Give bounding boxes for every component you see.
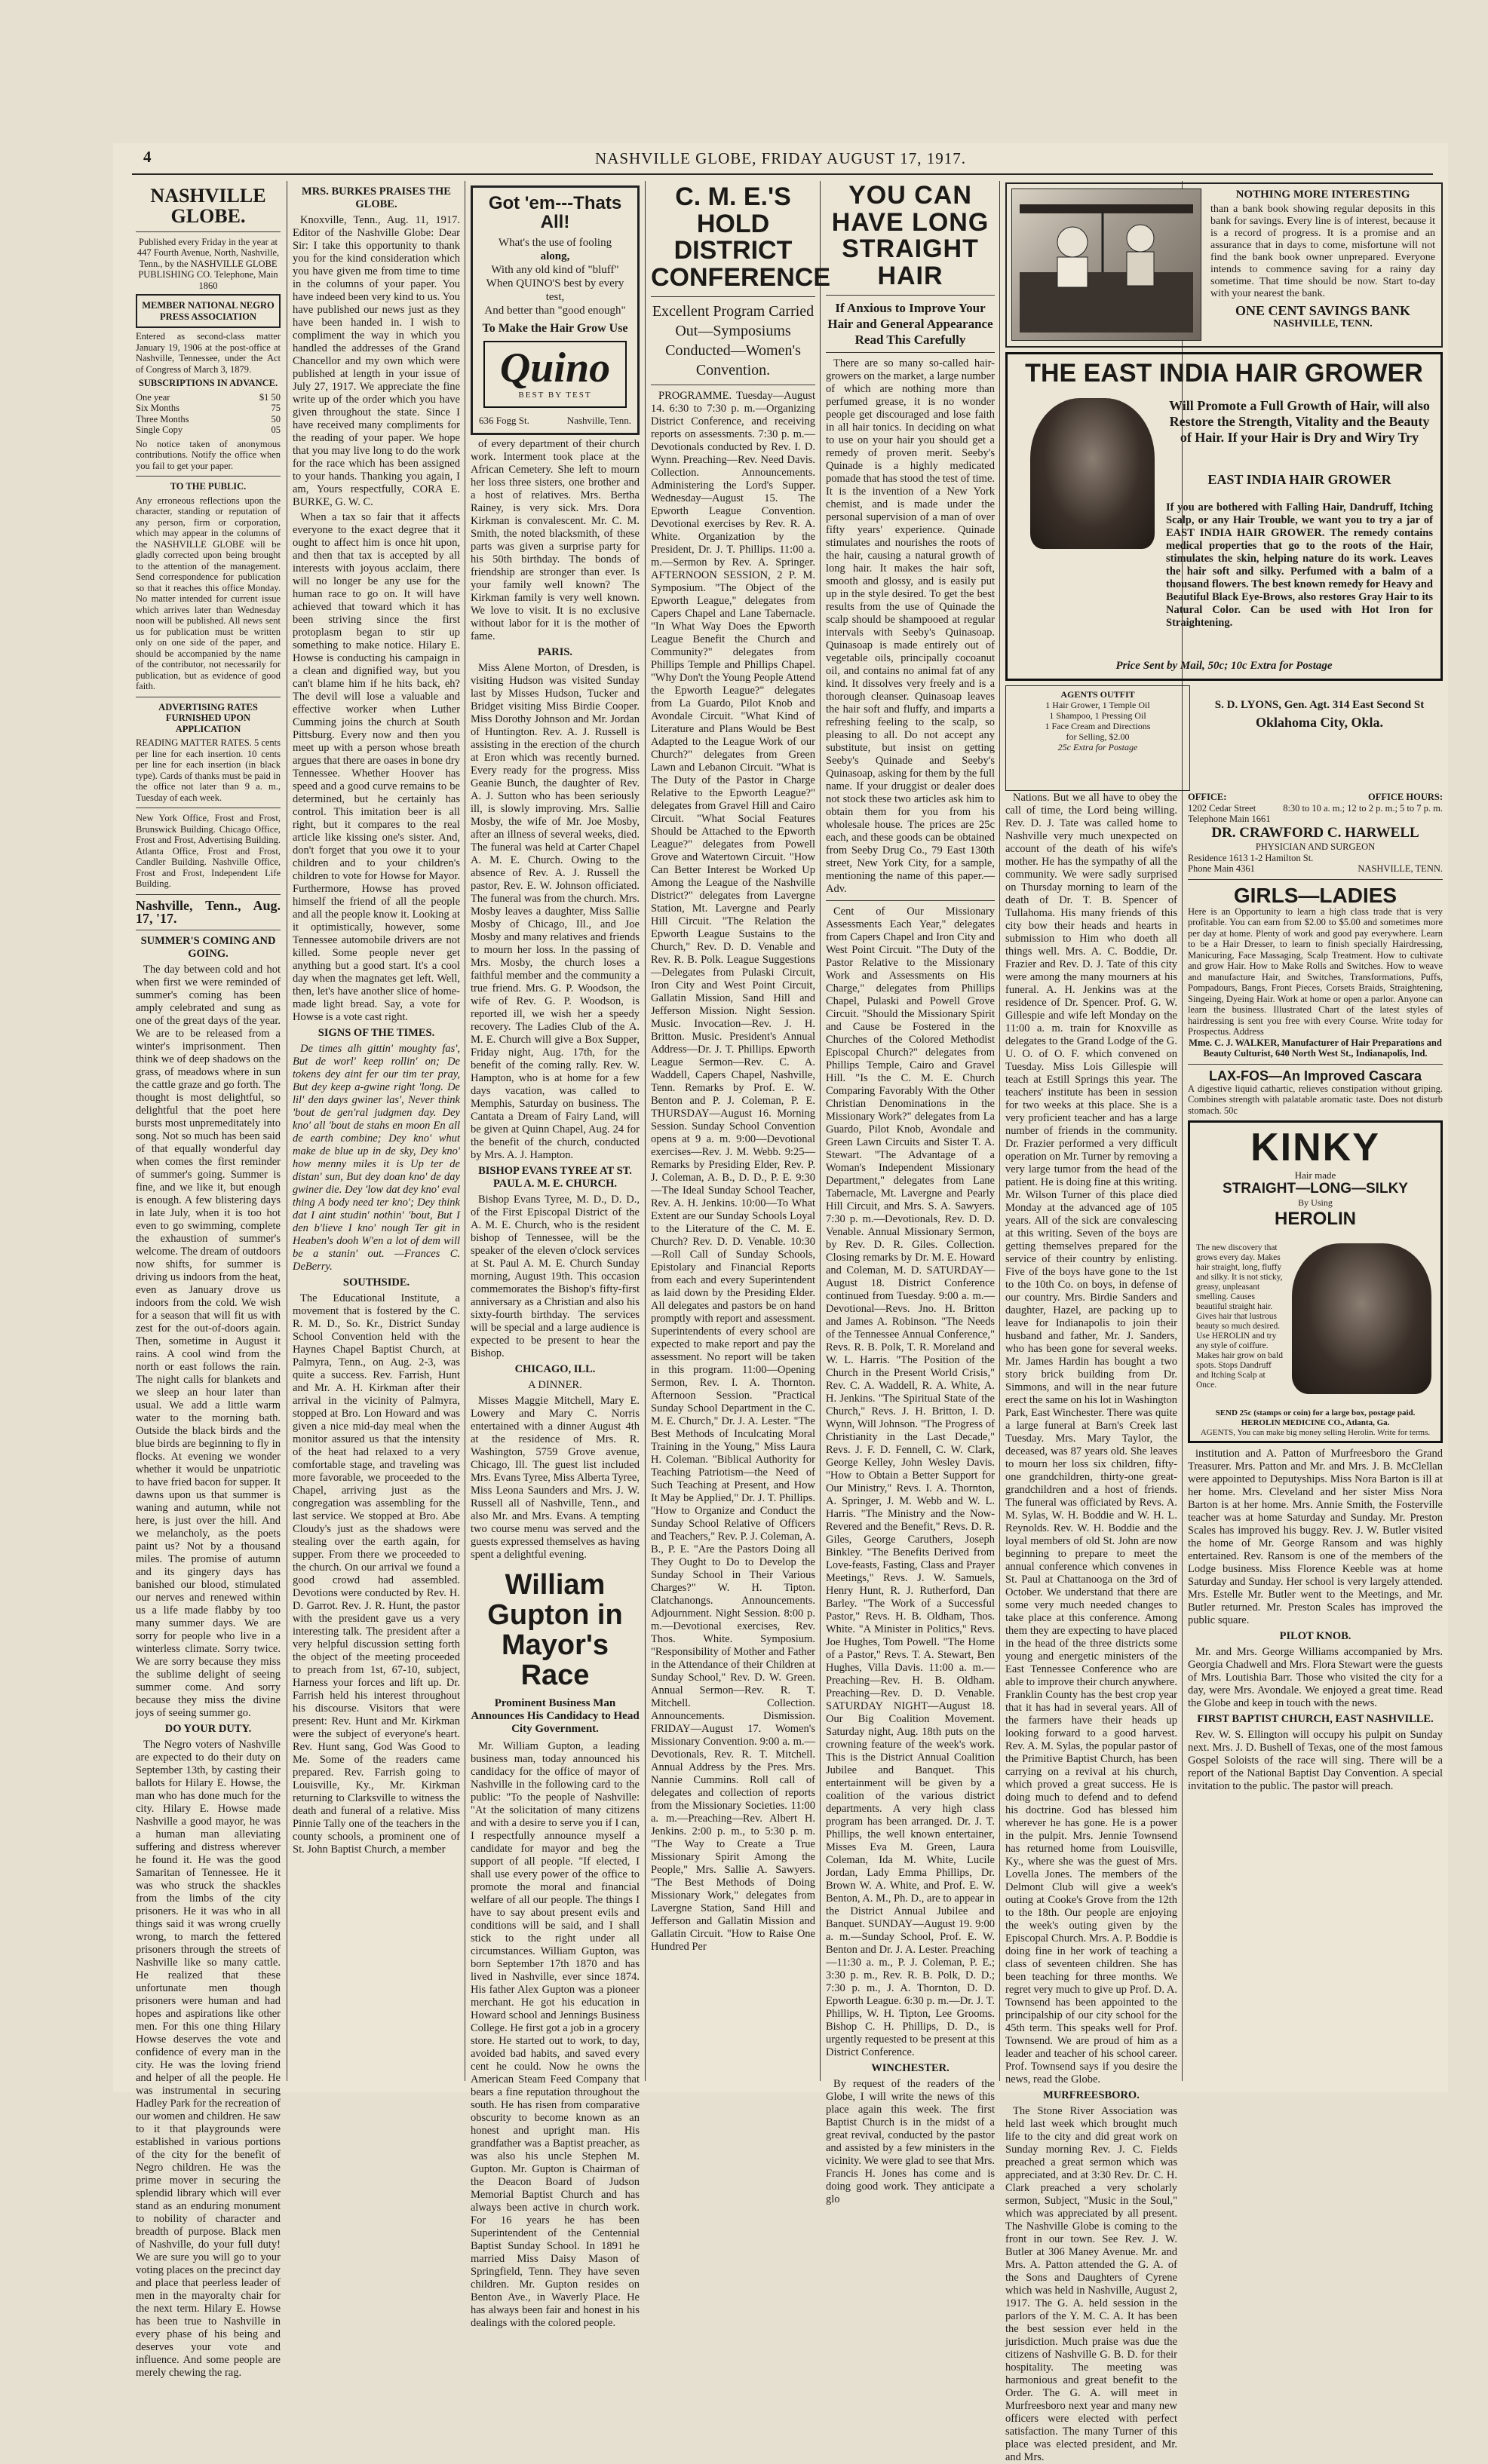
subscription-rates: One year $1 50 Six Months 75 Three Months 50 Single Copy 05 (136, 391, 281, 436)
hair-ad-headline: YOU CAN HAVE LONG STRAIGHT HAIR (831, 181, 989, 291)
office-hours: 8:30 to 10 a. m.; 12 to 2 p. m.; 5 to 7 p. m. (1283, 802, 1443, 814)
publication-info: Published every Friday in the year at 447 Fourth Avenue, North, Nashville, Tenn., by the NASHVILLE GLOBE PUBLISHING CO. Telephone, Main 1860 (137, 236, 280, 291)
column-rule (820, 181, 821, 2081)
column-7 (1188, 792, 1443, 2082)
office-phone: Telephone Main 1661 (1188, 814, 1271, 824)
agents-line: 1 Hair Grower, 1 Temple Oil (1045, 700, 1150, 710)
column-rule (645, 181, 646, 2081)
east-india-lines: Will Promote a Full Growth of Hair, will also Restore the Strength, Vitality and the Beauty of Hair. If your Hair is Dry and Wiry Try (1169, 398, 1430, 445)
agents-line: 25c Extra for Postage (1057, 742, 1138, 752)
cme-headline: C. M. E.'S HOLD DISTRICT CONFERENCE (651, 182, 831, 293)
herolin-text: The new discovery that grows every day. Makes hair straight, long, fluffy and silky. It is not sticky, greasy, unpleasant smelling. Causes beautiful straight hair. Gives hair that lustrous beauty so much desired. Use HEROLIN and try any style of coiffure. Makes hair grow on bald spots. Stops Dandruff and Itching Scalp at Once. (1196, 1243, 1283, 1390)
column-6 (1005, 792, 1177, 2463)
agents-line: 1 Shampoo, 1 Pressing Oil (1049, 710, 1146, 721)
top-rule (132, 173, 1433, 175)
agents-line: for Selling, $2.00 (1066, 731, 1130, 742)
summer-heading: SUMMER'S COMING AND GOING. (140, 934, 276, 960)
signs-poem: De times alh gittin' moughty fas', But de worl' keep rollin' on; De tokens dey aint fer our tim ter pray, But dey keep a-gwine right 'long. De lil' den days gwiner las', Never think 'bout de gen'ral judgmen day. Dey kno' all 'bout de stahs en moon En all de earth combine; Dey kno' whut make de blue up in de sky, Dey kno' how menny miles it is Up ter de distan' sun, But dey doan kno' de day gwiner die. Dey 'low dat dey kno' eval thing A body need ter kno'; Dey think dat I aint studin' nothin' 'bout, But I den b'lieve I kno' nough Ter git in Heaben's dooh W'en a lot of dem will be a stanin' out. —Frances C. DeBerry. (293, 1043, 460, 1273)
column-1 (136, 182, 281, 2379)
column-rule (999, 181, 1000, 2081)
cme-subheading: Excellent Program Carried Out—Symposiums Conducted—Women's Convention. (652, 302, 815, 378)
kinky-headline: KINKY (1250, 1126, 1380, 1170)
public-heading: TO THE PUBLIC. (170, 481, 247, 492)
chicago-heading: CHICAGO, ILL. (514, 1363, 596, 1376)
summer-article: The day between cold and hot when first we were reminded of summer's coming has been amply celebrated and sung as one of the great days of the year. We are to be released from a winter's imprisonment. Then think we of deep shadows on the grass, of meadows where in sun the cattle graze and go forth. The thought is most delightful, so delightful that the poet here bursts most unpremeditately into song. Not so much has been said of that equally wonderful day when comes the first reminder of summer's going. Summer is fine, and we like it, but enough is enough. A few blistering days in late July, when it is too hot even to go swimming, complete the exhaustion of summer's welcome. The dream of outdoors now shifts, for summer is driving us indoors from the heat, even as January drove us indoors from the cold. We wish for a season that will fit us with zest for the out-of-doors again. Then, sometime in August it rains. A cool wind from the north or east follows the rain. The night calls for blankets and we sleep an hour later than usual. We add a little warm water to the morning bath. Outside the black birds and the blue birds are beginning to fly in flocks. At evening we wonder whether it would be unpatriotic to have fried bacon for supper. It dawns upon us that summer is waning and autumn, while not here, is just over the hill. And we melancholy, as the poets paint us? Not by a thousand miles. The promise of autumn and its gingery days has banished our blood, stimulated our nerves and renewed within us a life made flabby by too many summer days. We are sorry for people who live in a winterless climate. Sorry twice. We are sorry because they miss the sublime delight of seeing summer come. And sorry because they miss the divine joys of seeing summer go. (136, 963, 281, 1719)
bishop-heading: BISHOP EVANS TYREE AT ST. PAUL A. M. E. CHURCH. (478, 1165, 632, 1191)
paris-article: Miss Alene Morton, of Dresden, is visiting Hudson was visited Sunday last by Misses Hudson, Tucker and Bridget visiting Miss Birdie Cooper. Miss Dorothy Johnson and Mr. Jordan of Huntington. Rev. A. J. Russell is assisting in the erection of the church at Eron which was recently burned. Every ready for the progress. Miss Geanie Bunch, the daughter of Rev. A. J. Sutton who has been seriously ill, is slowly improving. Mrs. Sallie Mosby, the wife of Mr. Joe Mosby, after an illness of several weeks, died. The funeral was held at Carter Chapel A. M. E. Church. Owing to the absence of Rev. A. J. Russell the pastor, Rev. E. W. Johnson officiated. The funeral was from the church. Mrs. Mosby leaves a daughter, Miss Sallie Mosby of Chicago, Ill., and Joe Mosby and many relatives and friends to mourn her loss. In the passing of Mrs. Mosby, the church loses a faithful member and the community a true friend. Mrs. G. P. Woodson, the wife of Rev. G. P. Woodson, is reported ill, we wish her a speedy recovery. The Ladies Club of the A. M. E. Church will give a Box Supper, Friday night, Aug. 17th, for the benefit of the coming rally. Rev. W. Hampton, who is at home for a few days vacation, was called to Memphis, Saturday on business. The Cantata a Dream of Fairy Land, will be given at Quinn Chapel, Aug. 24 for the benefit of the church, conducted by Mrs. A. J. Hampton. (471, 662, 640, 1162)
pilot-knob-heading: PILOT KNOB. (1279, 1630, 1351, 1643)
bank-name: ONE CENT SAVINGS BANK (1235, 303, 1410, 318)
agent-name: S. D. LYONS, Gen. Agt. 314 East Second St (1214, 699, 1425, 711)
residence-city: NASHVILLE, TENN. (1358, 863, 1443, 874)
southside-continued: of every department of their church work. Interment took place at the African Cemetery. She left to mourn her loss three sisters, one brother and a host of relatives. Mrs. Bertha Rainey, is very sick. Mrs. Dora Kirkman is convalescent. Mr. C. M. Smith, the noted blacksmith, of these parts was given a surprise party for his 50th birthday. The bonds of friendship are stronger than ever. Is your family well known? The Kirkman family is very well known. We love to visit. It is no exclusive without labor for it is the mother of fame. (471, 438, 640, 643)
east-india-price: Price Sent by Mail, 50c; 10c Extra for Postage (1115, 660, 1333, 672)
girls-text: Here is an Opportunity to learn a high class trade that is very profitable. You can earn from $2.00 to $5.00 and sometimes more per day at home. Plenty of work and good pay everywhere. Learn to be a Hair Dresser, to learn to finish specially Hairdressing, Manicuring, Face Massaging, Scalp Treatment. How to cultivate and grow Hair. How to Make Rolls and Switches. How to weave and manufacture Hair, and Switches, Transformations, Puffs, Pompadours, Bangs, Front Pieces, Corsets Braids, Straightening, Singeing, Dyeing Hair. Work at home or open a parlor. Anyone can learn the business. Illustrated Chart of the latest styles of hairdressing is sent you free with every Course. Write today for Prospectus. Address (1188, 906, 1443, 1037)
kinky-line: STRAIGHT—LONG—SILKY (1223, 1180, 1408, 1197)
east-india-ad (1005, 352, 1443, 681)
editorial-paragraphs: When a tax so fair that it affects everyone to the exact degree that it ought to affect him is once hit upon, and then that tax is accepted by all interests with joyous acclaim, there will no longer be any use for the human race to go on. It will have achieved that toward which it has been striving since the first protoplasm began to stir up something to make notice. Hilary E. Howse is conducting his campaign in a clean and dignified way, but you can't blame him if he hits back, eh? The devil will lose a valuable and effective worker when Luther Cumming joins the church at South Pittsburg. Every now and then you meet up with a person whose breath argues that there are oases in bone dry Tennessee. Whether Hoover has speed and a good curve remains to be determined, but he certainly has control. This imitation beer is all right, but it compares to the real article like kissing one's sister. And, don't forget that you owe it to your children and to your children's children to vote for Howse for Mayor. Furthermore, Howse has proved himself the friend of all the people and all the people know it. Looking at it optimistically, however, some Tennessee automobile drivers are not killed. Some people never get anything but a good start. It's a cool day when the magnates get left. Well, then, let's have another slice of home-made light bread. Say, a vote for Howse is a vote cast right. (293, 511, 460, 1023)
portrait-woman-illustration (1030, 398, 1155, 549)
residence-phone: Phone Main 4361 (1188, 863, 1255, 874)
herolin-company: HEROLIN MEDICINE CO., Atlanta, Ga. (1241, 1418, 1390, 1428)
pilot-knob-article: Mr. and Mrs. George Williams accompanied by Mrs. Georgia Chadwell and Mrs. Flora Stewart were the guests of Mrs. Loutishia Barr. Those who visited the city for a day, were Mrs. Avondale. We enjoyed a great time. Read the Globe and keep in touch with the news. (1188, 1646, 1443, 1710)
herolin-ad (1188, 1120, 1443, 1443)
gupton-headline: William Gupton in Mayor's Race (487, 1569, 623, 1692)
newspaper-page (113, 143, 1448, 2463)
cme-programme: PROGRAMME. Tuesday—August 14. 6:30 to 7:30 p. m.—Organizing District Conference, and receiving reports on assessments. 7:30 p. m.—Devotionals conducted by Rev. I. D. Wynn. Preaching—Rev. Need Davis. Collection. Announcements. Administering the Lord's Supper. Wednesday—August 15. The Epworth League Convention. Devotional exercises by Rev. R. A. White. Organization by the President, Dr. J. T. Phillips. 11:00 a. m.—Sermon by Rev. A. Springer. AFTERNOON SESSION, 2 P. M. Symposium. "The Object of the Epworth League," delegates from Capers Chapel and Lane Tabernacle. "In What Way Does the Epworth League Benefit the Church and Community?" delegates from Phillips Temple and Phillips Chapel. "Why Don't the Young People Attend the Epworth League?" delegates from La Guardo, Pilot Knob and Avondale Circuit. "What Kind of Literature and Plans Would be Best Adapted to the League Work of our Church?" delegates from Green Lawn and Lebanon Circuit. "What is The Duty of the Pastor in Charge Relative to the Epworth League?" delegates from Gravel Hill and Cairo Circuit. "What Social Features Should be Attached to the Epworth League?" delegates from Powell Grove and Watertown Circuit. "How Can Better Interest be Worked Up Among the League of the Nashville District?" delegates from Lavergne Station, Mt. Lavergne and Pearly Hill Circuit. "The Relation the Epworth League Sustains to the Church," Rev. D. D. Venable and Rev. R. B. Polk. League Suggestions—Delegates from Pulaski Circuit, Iron City and West Point Circuit, Gallatin Mission, Sand Hill and Jefferson Mission. Night Session. Music. Invocation—Rev. J. H. Britton. Music. President's Annual Address—Dr. J. T. Phillips. Epworth League Sermon—Rev. C. A. Waddell, Capers Chapel, Nashville, Tenn. Remarks by Prof. E. W. Benton and P. J. Coleman, P. E. THURSDAY—August 16. Morning Session. Sunday School Convention opens at 9 a. m. 9:00—Devotional exercises—Rev. J. M. Webb. 9:25—Remarks by Presiding Elder, Rev. P. J. Coleman, A. B., D. D., P. E. 9:30—The Ideal Sunday School Teacher, Rev. A. H. Jenkins. 10:00—To What Extent are our Sunday Schools Loyal to the Literature of the C. M. E. Church? Rev. D. D. Venable. 10:30—Roll Call of Sunday Schools, Epistolary and Financial Reports from each and every Superintendent as laid down by the Presiding Elder. All delegates and pastors be on hand promptly with report and assessment. Superintendents of every school are expected to make report and pay the assessment. No report will be taken in this program. 11:00—Opening Sermon, Rev. I. A. Thornton. Afternoon Session. "Practical Sunday School Department in the C. M. E. Church," Dr. J. A. Lester. "The Best Methods of Inculcating Moral Training in the Young," Miss Laura H. Coleman. "Biblical Authority for Teaching Patriotism—the Need of Such Teaching at Present, and How It May be Applied," Dr. J. T. Phillips. "How to Organize and Conduct the Sunday School Relative of Officers and Teachers," Rev. P. J. Coleman, A. B., P. E. "Are the Pastors Doing all They Ought to Do to Develop the Sunday School in Their Various Charges?" W. H. Tipton. Clatchanongs. Announcements. Adjournment. Night Session. 8:00 p. m.—Devotional exercises, Rev. Thos. White. Symposium. "Responsibility of Mother and Father in the Attendance of their Children at Sunday School," Rev. D. W. Green. Annual Sermon—Rev. R. T. Mitchell. Collection. Announcements. Dismission. FRIDAY—August 17. Women's Missionary Convention. 9:00 a. m.—Devotionals, Rev. R. T. Mitchell. Annual Address by the Pres. Mrs. Nannie Cummins. Roll call of delegates and collection of reports from the Missionary Societies. 11:00 a. m.—Preaching—Rev. Albert H. Jenkins. 2:00 p. m., to 5:30 p. m. "The Way to Create a True Missionary Spirit Among the People," Mrs. Sallie A. Sawyers. "The Best Methods of Doing Missionary Work," delegates from Lavergne Station, Sand Hill and Jefferson and Gallatin Mission and Gallatin Circuit. "How to Raise One Hundred Per (651, 389, 815, 1953)
fbc-heading: FIRST BAPTIST CHURCH, EAST NASHVILLE. (1197, 1713, 1434, 1726)
east-india-name: EAST INDIA HAIR GROWER (1207, 472, 1391, 487)
southside-heading: SOUTHSIDE. (342, 1276, 410, 1289)
paris-heading: PARIS. (537, 646, 573, 659)
quino-verse: What's the use of fooling along, With any old kind of "bluff" When QUINO'S best by every test, And better than "good enough" (484, 237, 626, 317)
column-5 (826, 181, 995, 2205)
duty-heading: DO YOUR DUTY. (164, 1722, 252, 1735)
hair-ad-subheading: If Anxious to Improve Your Hair and General Appearance Read This Carefully (827, 300, 993, 347)
page-number: 4 (143, 148, 152, 166)
fbc-article: Rev. W. S. Ellington will occupy his pulpit on Sunday next. Mrs. J. D. Bushell of Texas, one of the most famous Gospel Soloists of the race will sing. There will be a report of the National Baptist Day Convention. A special invitation to the public. The pastor will preach. (1188, 1729, 1443, 1793)
bank-ad (1005, 182, 1443, 348)
signs-heading: SIGNS OF THE TIMES. (318, 1027, 435, 1039)
gupton-subheading: Prominent Business Man Announces His Candidacy to Head City Government. (471, 1696, 640, 1735)
advertising-heading: ADVERTISING RATES FURNISHED UPON APPLICATION (158, 701, 258, 734)
chicago-article: Misses Maggie Mitchell, Mary E. Lowery and Mary C. Norris entertained with a dinner August 4th at the residence of Mrs. R. Washington, 5759 Grove avenue, Chicago, Ill. The guest list included Mrs. Evans Tyree, Miss Alberta Tyree, Miss Leona Saunders and Mrs. J. W. Russell all of Nashville, Tenn., and also Mr. and Mrs. Evans. A tempting two course menu was served and the guests expressed themselves as having spent a delightful evening. (471, 1395, 640, 1561)
hair-ad-text: There are so many so-called hair-growers on the market, a large number of which are nothing more than perfumed grease, it is no wonder people get discouraged and lose faith in all hair tonics. In deciding on what to use on your hair you should get a remedy of proven merit. Seeby's Quinade is a highly medicated pomade that has stood the test of time. It is the invention of a New York chemist, and is made under the personal supervision of a man of over fifty years' experience. Quinade stimulates and nourishes the roots of the hair, causing a natural growth of long hair. It makes the hair soft, smooth and glossy, and is easily put up in the style desired. To get the best results from the use of Quinade the scalp should be shampooed at regular intervals with Seeby's Quinasoap. Quinasoap is made entirely out of vegetable oils, principally cocoanut oil, and contains no animal fat of any kind. It dissolves very freely and is a thorough cleanser. Quinasoap leaves the hair soft and fluffy, and imparts a refreshing feeling to the scalp, so pleasing to all. Do not accept any substitute, but insist on getting Seeby's Quinade and Seeby's Quinasoap, asking for them by the full name. If your druggist or dealer does not stock these two articles ask him to obtain them for you from his wholesale house. The prices are 25c each, and these goods can be obtained from Seeby Drug Co., 79 East 130th street, New York City, for a sample, mentioning the name of this paper.—Adv. (826, 357, 995, 895)
east-india-headline: THE EAST INDIA HAIR GROWER (1025, 359, 1423, 388)
paper-name: NASHVILLE GLOBE. (150, 185, 266, 228)
southside-article: The Educational Institute, a movement that is fostered by the C. R. M. D., So. Kr., District Sunday School Convention held with the Haynes Chapel Baptist Church, at Palmyra, Tenn., on Aug. 2-3, was quite a success. Rev. Farrish, Hunt and Mr. A. H. Kirkman after their arrival in the vicinity of Palmyra, stopped at Bro. Lon Howard and was given a nice mid-day meal when the monitor assured us that the intensity of the heat had relaxed to a very comfortable stage, and traveling was more favorable, we proceeded to the Chapel, arriving just as the congregation was assembling for the last service. We stopped at Bro. Abe Cloudy's just as the shadows were stealing over the earth again, for supper. From there we proceeded to the church. On our arrival we found a good crowd had assembled. Devotions were conducted by Rev. H. D. Garrot. Rev. J. R. Hunt, the pastor with the president gave us a very interesting talk. The president after a very helpful discussion setting forth the object of the meeting proceeded to preach from 1st, 67-10, subject, Harness your forces and lift up. Dr. Farrish held his interest throughout his discourse. Visitors that were present: Rev. Hunt and Mr. Kirkman were the subject of everyone's heart. Rev. Hunt sang, God Was Good to Me. Some of the readers came prepared. Rev. Farrish going to Louisville, Ky., Mr. Kirkman returning to Clarksville to witness the death and funeral of a relative. Miss Pinnie Tally one of the teachers in the county schools, a prominent one of St. John Baptist Church, a member (293, 1292, 460, 1856)
advertising-text: READING MATTER RATES. 5 cents per line for each insertion. 10 cents per line for each insertion (in black type). Cards of thanks must be paid in the office not later than 9 a. m., Tuesday of each week. (136, 737, 281, 803)
bishop-article: Bishop Evans Tyree, M. D., D. D., of the First Episcopal District of the A. M. E. Church, who is the resident bishop of Tennessee, will be the speaker of the eleven o'clock services at St. Paul A. M. E. Church Sunday morning, August 19th. This occasion commemorates the Bishop's fifty-first anniversary as a Christian and also his sixty-fourth birthday. The services will be special and a large audience is expected to be present to hear the Bishop. (471, 1194, 640, 1360)
agents-line: 1 Face Cream and Directions (1045, 721, 1151, 731)
quino-tagline: To Make the Hair Grow Use (482, 322, 628, 336)
column-4 (651, 182, 831, 2082)
agent-contact (1196, 685, 1443, 791)
bank-city: NASHVILLE, TENN. (1273, 318, 1373, 329)
bank-text-block (1210, 188, 1435, 330)
kinky-by: By Using (1298, 1197, 1333, 1208)
herolin-brand: HEROLIN (1275, 1208, 1356, 1229)
east-india-text: If you are bothered with Falling Hair, Dandruff, Itching Scalp, or any Hair Trouble, we want you to try a jar of EAST INDIA HAIR GROWER. The remedy contains medical properties that go to the roots of the Hair, stimulates the skin, helping nature do its work. Leaves the hair soft and silky. Perfumed with a balm of a thousand flowers. The best known remedy for Heavy and Beautiful Black Eye-Brows, also restores Gray Hair to its Natural Color. Can be used with Hot Iron for Straightening. (1166, 501, 1433, 629)
bank-illustration (1011, 188, 1201, 341)
winchester-heading: WINCHESTER. (871, 2061, 950, 2074)
chicago-subheading: A DINNER. (528, 1379, 582, 1392)
woman-portrait-illustration (1292, 1243, 1431, 1394)
masthead (113, 143, 1448, 170)
agent-city: Oklahoma City, Okla. (1255, 715, 1384, 730)
duty-article: The Negro voters of Nashville are expected to do their duty on September 13th, by casting their ballots for Hilary E. Howse, the man who has done much for the city. Hilary E. Howse made Nashville a good mayor, he was a human man alleviating suffering and distress wherever he found it. He was the good Samaritan of Tennessee. He it was who struck the shackles from the limbs of the city prisoners. He it was who in all things said it was wrong cruelly wrong, to march the fettered prisoners through the streets of Nashville like so many cattle. He realized that these unfortunate men though prisoners were human and had hopes and aspirations like other men. For this one thing Hilary Howse deserves the vote and confidence of every man in the city. He was the loving friend and helper of all the people. He was instrumental in securing Hadley Park for the recreation of our women and children. He saw to it that playgrounds were established in various portions of the city for the benefit of Negro children. He was the prime mover in securing the splendid library which will ever stand as an enduring monument to nobility of character and breadth of purpose. Black men of Nashville, do your full duty! We are sure you will go to your voting places on the precinct day and place that peerless leader of men in the mayoralty chair for the next term. Hilary E. Howse has been true to Nashville in every phase of his being and deserves your vote and influence. And some people are merely chewing the rag. (136, 1738, 281, 2379)
kinky-sub: Hair made (1294, 1169, 1336, 1181)
residence: Residence 1613 1-2 Hamilton St. (1188, 852, 1314, 863)
herolin-footer (1196, 1408, 1434, 1438)
winchester-article: By request of the readers of the Globe, I will write the news of this place again this week. The first Baptist Church is in the midst of a great revival, conducted by the pastor and assisted by a few ministers in the vicinity. We were glad to see that Mrs. Francis H. Jones has come and is doing good work. They anticipate a glo (826, 2077, 995, 2205)
doctor-title: PHYSICIAN AND SURGEON (1255, 841, 1376, 852)
press-association-box: MEMBER NATIONAL NEGRO PRESS ASSOCIATION (136, 294, 281, 328)
herolin-send: SEND 25c (stamps or coin) for a large box, postage paid. (1215, 1408, 1416, 1418)
bank-body: than a bank book showing regular deposits in this bank for savings. Every line is of interest, because it is a record of progress. It is a promise and an assurance that in days to come, misfortune will not find the bank book owner unprepared. Everyone intends to commence saving for a rainy day sometime. That time should be now. Start to-day with your nearest the bank. (1210, 204, 1435, 299)
subscriptions-heading: SUBSCRIPTIONS IN ADVANCE. (138, 378, 278, 389)
burkes-letter: Knoxville, Tenn., Aug. 11, 1917. Editor of the Nashville Globe: Dear Sir: I take this opportunity to thank you for the kind consideration which you have given me from time to time in the columns of your paper. You have indeed been very kind to us. You have published our news just as they have been handed in. I wish to compliment the way in which you handled the addresses of the Grand Chancellor and my own which were published at length in your issue of July 27, 1917. We appreciate the fine write up of the order which you have given throughout the state. Since I have received many compliments for the reading of your paper. We hope that you may live long to do the work for the race which has been assigned to your hands. Thanking you again, I am, Yours respectfully, CORA E. BURKE, G. W. C. (293, 214, 460, 508)
girls-headline: GIRLS—LADIES (1233, 883, 1397, 907)
gupton-article: Mr. William Gupton, a leading business man, today announced his candidacy for the office of mayor of Nashville in the following card to the public: "To the people of Nashville: "At the solicitation of many citizens and with a desire to serve you if I can, I respectfully announce myself a candidate for mayor and beg the support of all people. "If elected, I shall use every power of the office to promote the moral and financial welfare of all our people. The things I have to say about present evils and conditions will be said, and I shall stick to the right under all circumstances. William Gupton, was born September 17th 1870 and has lived in Nashville, ever since 1874. His father Alex Gupton was a pioneer merchant. He got his education in Howard school and Jennings Business College. He first got a job in a grocery store. He started out to work, to day, avoided bad habits, and saved every cent he could. Now he owns the American Steam Feed Company that bears a fine reputation throughout the south. He has risen from comparative obscurity to become known as an honest and upright man. His grandfather was a Baptist preacher, as was also his uncle Stephen M. Gupton. Mr. Gupton is Chairman of the Deacon Board of Judson Memorial Baptist Church and has always been active in church work. For 16 years he has been Superintendent of the Centennial Baptist Sunday School. In 1891 he married Miss Daisy Mason of Springfield, Tenn. They have seven children. Mr. Gupton resides on Benton Ave., in Waverly Place. He has always been fair and honest in his dealings with the colored people. (471, 1739, 640, 2329)
office-address: 1202 Cedar Street (1188, 802, 1256, 814)
dateline: Nashville, Tenn., Aug. 17, '17. (136, 897, 281, 926)
offices-text: New York Office, Frost and Frost, Brunswick Building. Chicago Office, Frost and Frost, Advertising Building. Atlanta Office, Frost and Frost, Candler Building. Nashville Office, Frost and Frost, Independent Life Building. (136, 813, 281, 890)
doctor-card (1188, 792, 1443, 875)
entered-notice: Entered as second-class matter January 19, 1906 at the post-office at Nashville, Tennessee, under the Act of Congress of March 3, 1879. (136, 331, 281, 375)
agents-office-row (1005, 685, 1443, 791)
quino-brand: Quino (499, 345, 611, 392)
office-label: OFFICE: (1188, 792, 1227, 802)
hours-label: OFFICE HOURS: (1368, 792, 1443, 802)
agents-box (1005, 685, 1190, 791)
bank-heading: NOTHING MORE INTERESTING (1235, 188, 1410, 201)
girls-address: Mme. C. J. WALKER, Manufacturer of Hair Preparations and Beauty Culturist, 640 North West St., Indianapolis, Ind. (1189, 1037, 1442, 1059)
doctor-name: DR. CRAWFORD C. HARWELL (1211, 824, 1419, 841)
laxfos-headline: LAX-FOS—An Improved Cascara (1208, 1068, 1422, 1083)
quino-address-row: 636 Fogg St. Nashville, Tenn. (479, 415, 631, 427)
notice-text: No notice taken of anonymous contributions. Notify the office when you fail to get your paper. (136, 438, 281, 471)
public-text: Any erroneous reflections upon the character, standing or reputation of any person, firm or corporation, which may appear in the columns of the NASHVILLE GLOBE will be gladly corrected upon being brought to the attention of the management. Send correspondence for publication so that it reaches this office Monday. No matter intended for current issue which arrives later than Wednesday noon will be published. All news sent us for publication must be written only on one side of the paper, and should be accompanied by the name of the contributor, not necessarily for publication, but as evidence of good faith. (136, 495, 281, 692)
cme-continued: Cent of Our Missionary Assessments Each Year," delegates from Capers Chapel and Iron City and West Point Circuit. "The Duty of the Pastor Relative to the Missionary Work and Assessments on His Charge," delegates from Phillips Chapel, Pulaski and Powell Grove Circuit. "Should the Missionary Spirit and Cause be Fostered in the Churches of the Colored Methodist Episcopal Church?" delegates from Phillips Temple, Cairo and Gravel Hill. "Is the C. M. E. Church Comparing Favorably With the Other Christian Denominations in the Missionary Work?" delegates from La Guardo, Pilot Knob, Avondale and Green Lawn Circuits and Sister T. A. Stewart. "The Advantage of a Woman's Independent Missionary Department," delegates from Lane Tabernacle, Mt. Lavergne and Pearly Hill Circuit, and Mrs. S. A. Sawyers. 7:30 p. m.—Devotionals, Rev. D. D. Venable. Annual Missionary Sermon, by Rev. D. R. Giles. Collection. Closing remarks by Dr. M. E. Howard and Coleman, M. D. SATURDAY—August 18. District Conference continued from Tuesday. 9:00 a. m.—Devotional—Revs. Jno. H. Britton and James A. Robinson. "The Needs of the Tennessee Annual Conference," Revs. R. B. Polk, T. R. Moreland and W. L. Harris. "The Position of the Church in the Present World Crisis," Rev. C. A. Waddell, R. A. White, A. H. Jenkins. "The Spiritual State of the Church," Revs. J. H. Britton, I. D. Wynn, Will Johnson. "The Progress of Christianity in the Last Decade," Revs. J. F. D. Fennell, C. W. Clark, George Kelley, John Wesley Davis. "How to Obtain a Better Support for Our Ministry," Revs. I. A. Thornton, A. Springer, J. M. Webb and W. L. Harris. "The Ministry and the Now-Revered and the Benefit," Revs. D. R. Giles, George Caruthers, Joseph Binkley. "The Benefits Derived from Love-feasts, Fasting, Class and Prayer Meetings," Revs. J. W. Samuels, Henry Hunt, R. J. Rutherford, Dan Barley. "The Work of a Successful Pastor," Revs. H. B. Oldham, Thos. White. "A Minister in Politics," Revs. Joe Hughes, Tom Powell. "The Home of a Pastor," Revs. T. A. Stewart, Ben Hughes, Villa Davis. 11:00 a. m.—Preaching—Rev. H. B. Oldham. Preaching—Rev. D. D. Venable. SATURDAY NIGHT—August 18. Our Big Coalition Movement. Saturday night, Aug. 18th puts on the crowning feature of the week's work. This is the District Annual Coalition Jubilee and Banquet. This entertainment will be given by a coalition of the various district departments. A very high class program has been arranged. Dr. J. T. Phillips, the well known entertainer, Misses Eva M. Green, Laura Coleman, Ida M. White, Lucile Jordan, Lady Emma Phillips, Dr. Brown W. A. White, and Prof. E. W. Benton, A. M., Ph. D., are to appear in the District Annual Jubilee and Banquet. SUNDAY—August 19. 9:00 a. m.—Sunday School, Prof. E. W. Benton and Dr. J. A. Lester. Preaching—11:30 a. m., P. J. Coleman, P. E.; 3:30 p. m., Rev. R. B. Polk, D. D.; 7:30 p. m., J. A. Thornton, D. D. Epworth League. 6:30 p. m.—Dr. J. T. Phillips, W. H. Tipton, Lee Grooms. Bishop C. H. Phillips, D. D., is urgently requested to be present at this District Conference. (826, 905, 995, 2058)
bank-teller-illustration (1012, 189, 1201, 340)
winchester-continued: Nations. But we all have to obey the call of time, the Lord being willing. Rev. D. J. Tate was called home to Nashville very much unexpected on account of the death of his wife's mother. He has the sympathy of all the community. We were sadly surprised on Thursday morning to learn of the death of Dr. T. B. Spencer of Tullahoma. His many friends of this city bow their heads and hearts in submission to Him who doeth all things well. Mrs. A. C. Boddie, Dr. Frazier and Rev. D. J. Tate of this city were among the many mourners at his funeral. A. H. Jenkins was at the residence of Dr. Spencer. Prof. G. W. Gillespie and wife left Monday on the 11:00 a. m. train for Knoxville as delegates to the Grand Lodge of the G. U. O. of O. F. which convened on Tuesday. Miss Lois Gillespie will teach at Estill Springs this year. The teachers' institute has been in session for two weeks at this place. She is a very proficient teacher and has a large number of friends in the community. Dr. Frazier performed a very difficult operation on Mr. Turner by removing a very large tumor from the head of the patient. He is doing fine at this writing. Mr. Wilson Turner of this place died Monday at the advanced age of 105 years. All of the sick are convalescing at this writing. Seven of the boys are getting themselves prepared for the service of their country by enlisting. Five of the boys have gone to the 1st to the 10th Co. on boys, in defense of our country. Mrs. Birdie Sanders and daughter, Hazel, are packing up to leave for Indianapolis to join their husband and father, Mr. J. Sanders, who has been gone for several weeks. Mr. James Hardin has bought a two story brick building from Dr. Simmons, and will in the near future erect the same on his lot in Washington Park, East Winchester. There was quite a large funeral at Barn's Creek last Tuesday. Mrs. Mary Taylor, the deceased, was 87 years old. She leaves to mourn her loss six children, fifty-one grandchildren, thirty-one great-grandchildren and a host of friends. The funeral was officiated by Revs. A. M. Sylas, W. H. Boddie and W. H. L. Reynolds. Rev. W. H. Boddie and the loyal members of old St. John are now beginning to prepare to meet the annual conference which convenes in St. Paul at Chattanooga on the 3rd of October. We understand that there are some very much needed changes to take place at this conference. Among them they are expecting to have placed in the head of the three districts some young and energetic ministers of the East Tennessee Conference who are able to improve their church anywhere. Franklin County has the best crop year that it has had in several years. All of the farmers have their heads up looking forward to a good harvest. Rev. A. M. Sylas, the popular pastor of the Primitive Baptist Church, has been carrying on a revival at his church, which proved a great success. He is doing much to defend and to defend his doctrine. God has blessed him wherever he has gone. He is a power in the pulpit. Mrs. Jennie Townsend has returned home from Louisville, Ky., where she was the guest of Mrs. Lovella Jones. The members of the Delmont Club will give a week's outing at Cooke's Grove from the 12th to the 18th. Our people are enjoying the week's outing given by the Episcopal Church. Mrs. A. P. Boddie is doing fine in her work of teaching a class of seventeen children. She has been teaching for three months. We regret very much to give up Prof. D. A. Townsend has been appointed to the principalship of our city school for the 45th term. This speaks well for Prof. Townsend. We are proud of him as a leader and teacher of his school career. Prof. Townsend says if you desire the news, read the Globe. (1005, 792, 1177, 2086)
quino-headline: Got 'em---Thats All! (488, 193, 622, 233)
column-3 (471, 182, 640, 2329)
quino-ad (471, 185, 640, 435)
quino-logo (483, 341, 627, 408)
column-2 (293, 182, 460, 2082)
quino-brand-sub: BEST BY TEST (518, 391, 592, 400)
murfreesboro-article: The Stone River Association was held last week which brought much life to the city and did great work on Sunday morning Rev. J. C. Fields preached a great sermon which was appreciated, and at 3:30 Rev. Dr. C. H. Clark preached a very scholarly sermon, Subject, "Music in the Soul," which was appreciated by all present. The Nashville Globe is coming to the front in our town. See Rev. J. W. Butler at 306 Maney Avenue. Mr. and Mrs. A. Patton attended the G. A. of the Sons and Daughters of Cyrene which was held in Nashville, August 2, 1917. The G. A. held session in the parlors of the Y. M. C. A. It has been the best session ever held in the jurisdiction. Much praise was due the citizens of Nashville G. B. D. for their hospitality. The meeting was harmonious and great benefit to the Order. The G. A. will meet in Murfreesboro next year and many new officers were elected with perfect satisfaction. The many Turner of this place was elected president, and Mr. and Mrs. (1005, 2105, 1177, 2463)
murfreesboro-heading: MURFREESBORO. (1043, 2089, 1140, 2101)
laxfos-text: A digestive liquid cathartic, relieves constipation without griping. Combines strength with palatable aromatic taste. Does not disturb stomach. 50c (1188, 1083, 1443, 1116)
murfreesboro-continued: institution and A. Patton of Murfreesboro the Grand Treasurer. Mrs. Patton and Mr. and Mrs. J. B. McClellan were appointed to Deputyships. Miss Nora Barton is ill at her home. Mrs. Cleveland and her sister Miss Nora Barton is at her home. Mrs. Annie Smith, the Fosterville teacher was at home Saturday and Sunday. Mr. Preston Scales has improved his buggy. Rev. J. W. Butler visited the home of Mr. George Ransom and was highly entertained. Rev. Ransom is one of the members of the Lodge business. Miss Florence Keeble was at home Saturday and Sunday. Her school is very largely attended. Mrs. Estelle Mr. Butler went to the Meetings, and Mr. Butler returned. Mr. Preston Scales has improved the public square. (1188, 1448, 1443, 1627)
agents-heading: AGENTS OUTFIT (1060, 689, 1135, 700)
burkes-heading: MRS. BURKES PRAISES THE GLOBE. (302, 185, 451, 210)
herolin-agents: AGENTS, You can make big money selling Herolin. Write for terms. (1200, 1428, 1431, 1438)
masthead-title: NASHVILLE GLOBE, FRIDAY AUGUST 17, 1917. (595, 149, 966, 167)
